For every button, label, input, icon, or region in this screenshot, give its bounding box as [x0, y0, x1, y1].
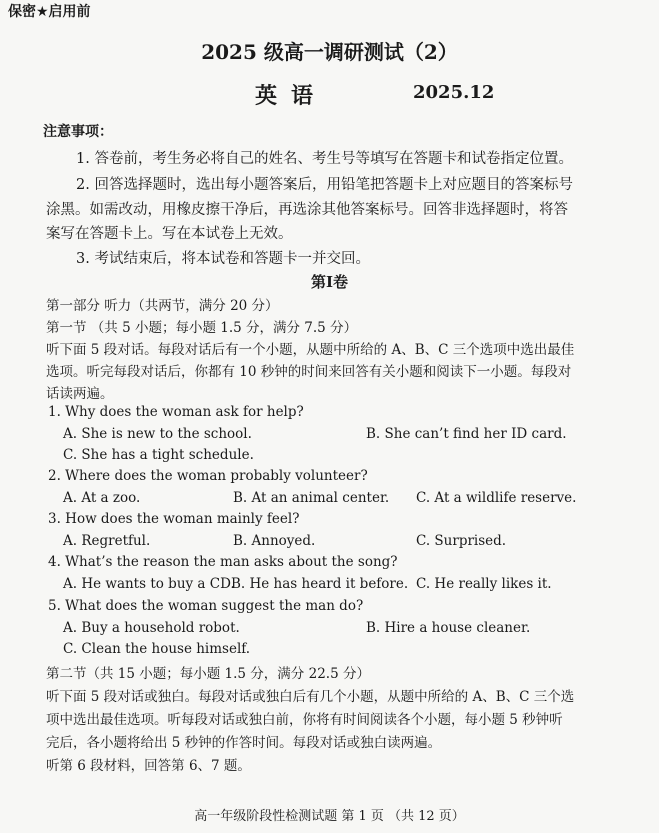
note-line: 1. 答卷前，考生务必将自己的姓名、考生号等填写在答题卡和试卷指定位置。: [76, 151, 573, 167]
instruction-line: 听下面 5 段对话。每段对话后有一个小题，从题中所给的 A、B、C 三个选项中选出最佳: [46, 342, 575, 358]
option-b: B. She can’t find her ID card.: [366, 426, 567, 442]
option-b: B. Hire a house cleaner.: [366, 620, 531, 636]
question-stem: 1. Why does the woman ask for help?: [48, 404, 304, 420]
volume-title: 第Ⅰ卷: [310, 273, 349, 291]
instruction-line: 话读两遍。: [46, 386, 114, 402]
option-a: A. He wants to buy a CD.: [63, 576, 235, 592]
exam-title: 2025 级高一调研测试（2）: [201, 40, 458, 64]
option-a: A. Regretful.: [63, 533, 151, 549]
part-heading: 第一部分 听力（共两节，满分 20 分）: [46, 298, 279, 314]
option-a: A. At a zoo.: [63, 490, 141, 506]
option-c: C. At a wildlife reserve.: [416, 490, 577, 506]
option-c: C. Surprised.: [416, 533, 507, 549]
question-stem: 3. How does the woman mainly feel?: [48, 511, 300, 527]
option-c: C. She has a tight schedule.: [63, 447, 254, 463]
instruction-line: 完后，各小题将给出 5 秒钟的作答时间。每段对话或独白读两遍。: [46, 735, 442, 751]
note-line: 2. 回答选择题时，选出每小题答案后，用铅笔把答题卡上对应题目的答案标号: [76, 177, 573, 193]
subject-title: 英语: [255, 83, 328, 109]
section-heading: 第二节（共 15 小题；每小题 1.5 分，满分 22.5 分）: [46, 666, 370, 682]
note-line: 案写在答题卡上。写在本试卷上无效。: [46, 226, 293, 242]
confidential-label: 保密★启用前: [8, 4, 91, 20]
note-line: 3. 考试结束后，将本试卷和答题卡一并交回。: [76, 251, 370, 267]
page-footer: 高一年级阶段性检测试题 第 1 页 （共 12 页）: [194, 809, 465, 824]
option-b: B. Annoyed.: [233, 533, 316, 549]
option-b: B. He has heard it before.: [231, 576, 409, 592]
instruction-line: 听下面 5 段对话或独白。每段对话或独白后有几个小题，从题中所给的 A、B、C 三个选: [46, 689, 575, 705]
instruction-line: 听第 6 段材料，回答第 6、7 题。: [46, 758, 251, 774]
notes-heading: 注意事项：: [43, 124, 113, 140]
instruction-line: 选项。听完每段对话后，你都有 10 秒钟的时间来回答有关小题和阅读下一小题。每段对: [46, 364, 572, 380]
note-line: 涂黑。如需改动，用橡皮擦干净后，再选涂其他答案标号。回答非选择题时，将答: [46, 202, 568, 218]
exam-date: 2025.12: [413, 82, 495, 103]
instruction-line: 项中选出最佳选项。听每段对话或独白前，你将有时间阅读各个小题，每小题 5 秒钟听: [46, 712, 563, 728]
option-c: C. He really likes it.: [416, 576, 552, 592]
option-c: C. Clean the house himself.: [63, 641, 251, 657]
question-stem: 5. What does the woman suggest the man do?: [48, 598, 364, 614]
option-a: A. Buy a household robot.: [63, 620, 240, 636]
question-stem: 2. Where does the woman probably volunteer?: [48, 468, 368, 484]
option-b: B. At an animal center.: [233, 490, 390, 506]
option-a: A. She is new to the school.: [63, 426, 252, 442]
section-heading: 第一节 （共 5 小题；每小题 1.5 分，满分 7.5 分）: [46, 320, 358, 336]
question-stem: 4. What’s the reason the man asks about the song?: [48, 554, 398, 570]
